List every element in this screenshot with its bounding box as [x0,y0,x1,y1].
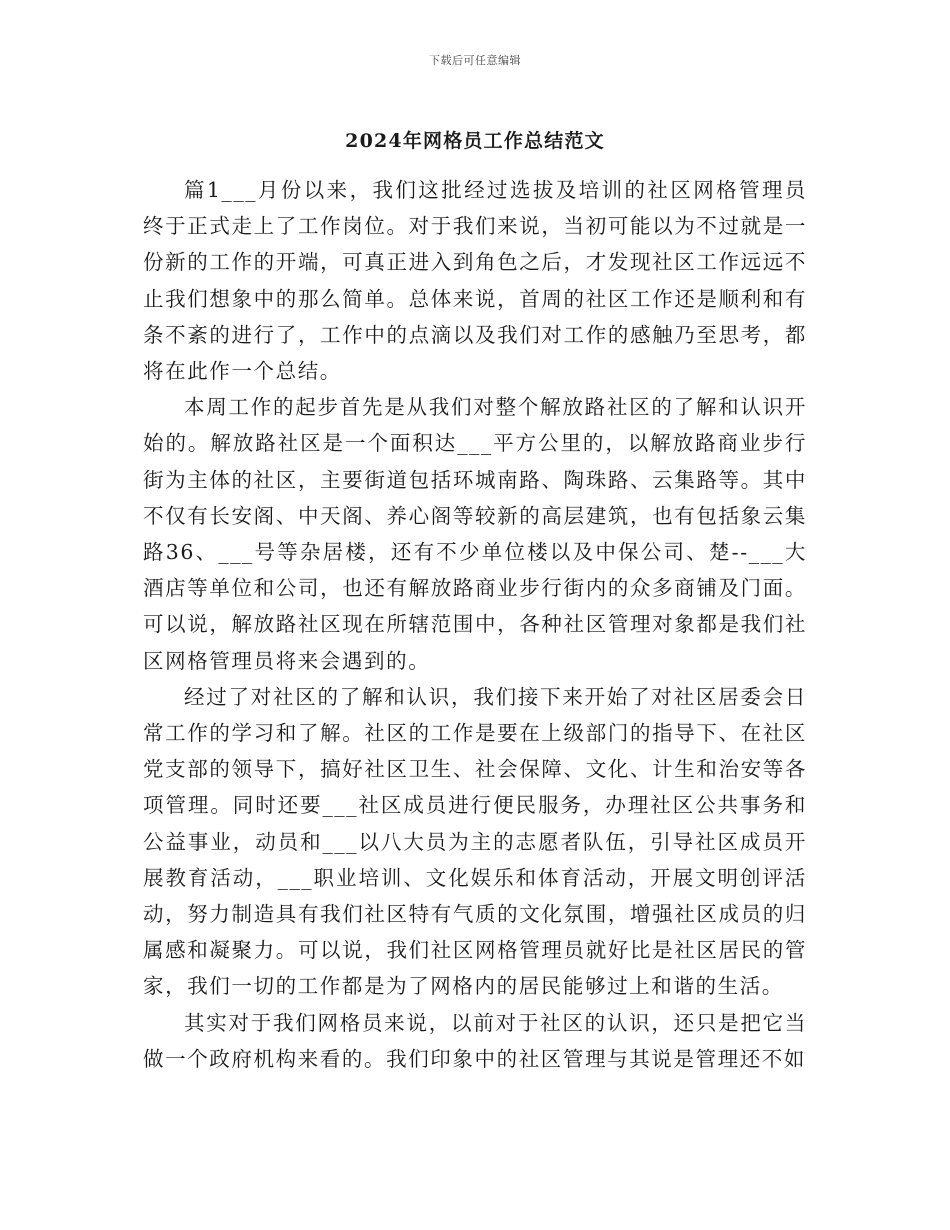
paragraph-3: 经过了对社区的了解和认识，我们接下来开始了对社区居委会日常工作的学习和了解。社区的工作是要在上级部门的指导下、在社区党支部的领导下，搞好社区卫生、社会保障、文化、计生和治安等各项管理。同时还要___社区成员进行便民服务，办理社区公共事务和公益事业，动员和___以八大员为主的志愿者队伍，引导社区成员开展教育活动，___职业培训、文化娱乐和体育活动，开展文明创评活动，努力制造具有我们社区特有气质的文化氛围，增强社区成员的归属感和凝聚力。可以说，我们社区网格管理员就好比是社区居民的管家，我们一切的工作都是为了网格内的居民能够过上和谐的生活。 [143,684,807,999]
paragraph-1: 篇1___月份以来，我们这批经过选拔及培训的社区网格管理员终于正式走上了工作岗位。对于我们来说，当初可能以为不过就是一份新的工作的开端，可真正进入到角色之后，才发现社区工作远远不止我们想象中的那么简单。总体来说，首周的社区工作还是顺利和有条不紊的进行了，工作中的点滴以及我们对工作的感触乃至思考，都将在此作一个总结。 [143,178,807,384]
paragraph-4: 其实对于我们网格员来说，以前对于社区的认识，还只是把它当做一个政府机构来看的。我们印象中的社区管理与其说是管理还不如 [143,1010,807,1071]
page-header-note: 下载后可任意编辑 [429,54,521,67]
paragraph-2: 本周工作的起步首先是从我们对整个解放路社区的了解和认识开始的。解放路社区是一个面积达___平方公里的，以解放路商业步行街为主体的社区，主要街道包括环城南路、陶珠路、云集路等。其中不仅有长安阁、中天阁、养心阁等较新的高层建筑，也有包括象云集路36、___号等杂居楼，还有不少单位楼以及中保公司、楚--___大酒店等单位和公司，也还有解放路商业步行街内的众多商铺及门面。可以说，解放路社区现在所辖范围中，各种社区管理对象都是我们社区网格管理员将来会遇到的。 [143,395,807,673]
document-title: 2024年网格员工作总结范文 [345,130,605,152]
document-body [143,172,807,1077]
